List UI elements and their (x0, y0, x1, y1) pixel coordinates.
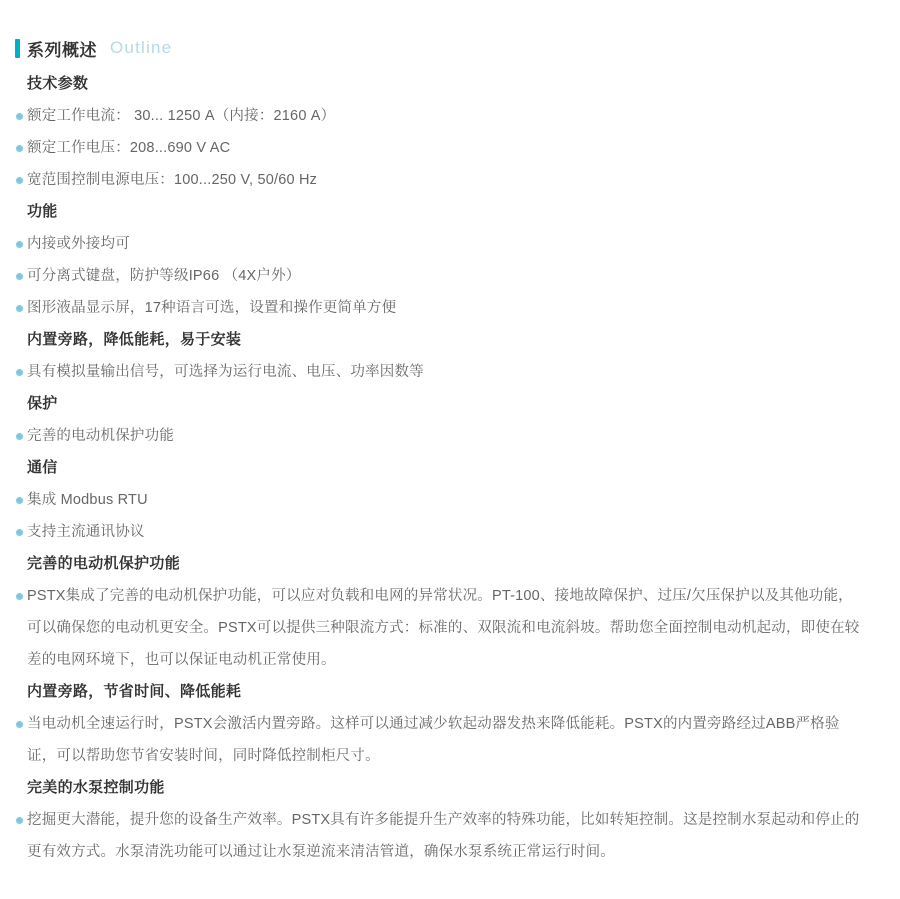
content-area (27, 68, 860, 868)
list-item (27, 260, 860, 292)
section-heading-communication: 通信 (27, 459, 58, 476)
bullet-text: 完善的电动机保护功能 (27, 428, 174, 444)
paragraph-text: 当电动机全速运行时，PSTX会激活内置旁路。这样可以通过减少软起动器发热来降低能耗。PSTX的内置旁路经过ABB严格验证，可以帮助您节省安装时间，同时降低控制柜尺寸。 (27, 716, 840, 764)
bullet-text: 图形液晶显示屏，17种语言可选，设置和操作更简单方便 (27, 300, 397, 316)
bullet-dot-icon (16, 817, 23, 824)
bullet-dot-icon (16, 113, 23, 120)
bullet-dot-icon (16, 593, 23, 600)
list-item (27, 516, 860, 548)
page-title-row (15, 37, 860, 59)
page-title: 系列概述 (27, 40, 97, 60)
bullet-dot-icon (16, 721, 23, 728)
section-heading-functions: 功能 (27, 203, 58, 220)
bullet-text: 内接或外接均可 (27, 236, 130, 252)
bullet-text: 支持主流通讯协议 (27, 524, 145, 540)
bullet-text: 可分离式键盘，防护等级IP66 （4X户外） (27, 268, 301, 284)
bullet-dot-icon (16, 305, 23, 312)
bullet-text: 具有模拟量输出信号，可选择为运行电流、电压、功率因数等 (27, 364, 424, 380)
bullet-dot-icon (16, 177, 23, 184)
bullet-dot-icon (16, 529, 23, 536)
page-title-en: Outline (110, 38, 173, 57)
list-item (27, 292, 860, 324)
section-heading-tech-params: 技术参数 (27, 75, 89, 92)
bullet-dot-icon (16, 433, 23, 440)
list-item-paragraph (27, 708, 860, 772)
list-item (27, 484, 860, 516)
list-item (27, 132, 860, 164)
section-heading-builtin-bypass-energy: 内置旁路，节省时间、降低能耗 (27, 683, 242, 700)
list-item (27, 164, 860, 196)
bullet-dot-icon (16, 369, 23, 376)
title-accent-bar-icon (15, 39, 20, 58)
section-heading-protection: 保护 (27, 395, 58, 412)
section-heading-pump-control: 完美的水泵控制功能 (27, 779, 165, 796)
bullet-text: 集成 Modbus RTU (27, 492, 148, 508)
paragraph-text: 挖掘更大潜能，提升您的设备生产效率。PSTX具有许多能提升生产效率的特殊功能，比如转矩控制。这是控制水泵起动和停止的更有效方式。水泵清洗功能可以通过让水泵逆流来清洁管道，确保水泵系统正常运行时间。 (27, 812, 860, 860)
paragraph-text: PSTX集成了完善的电动机保护功能，可以应对负载和电网的异常状况。PT-100、接地故障保护、过压/欠压保护以及其他功能，可以确保您的电动机更安全。PSTX可以提供三种限流方式：标准的、双限流和电流斜坡。帮助您全面控制电动机起动，即使在较差的电网环境下，也可以保证电动机正常使用。 (27, 588, 860, 668)
section-heading-motor-protection: 完善的电动机保护功能 (27, 555, 181, 572)
list-item (27, 356, 860, 388)
section-heading-builtin-bypass-install: 内置旁路，降低能耗，易于安装 (27, 331, 242, 348)
bullet-text: 宽范围控制电源电压：100...250 V, 50/60 Hz (27, 172, 318, 188)
list-item (27, 100, 860, 132)
list-item (27, 420, 860, 452)
bullet-dot-icon (16, 273, 23, 280)
list-item (27, 228, 860, 260)
list-item-paragraph (27, 804, 860, 868)
bullet-text: 额定工作电压：208...690 V AC (27, 140, 231, 156)
bullet-dot-icon (16, 241, 23, 248)
bullet-text: 额定工作电流： 30... 1250 A（内接：2160 A） (27, 108, 336, 124)
bullet-dot-icon (16, 497, 23, 504)
list-item-paragraph (27, 580, 860, 676)
bullet-dot-icon (16, 145, 23, 152)
